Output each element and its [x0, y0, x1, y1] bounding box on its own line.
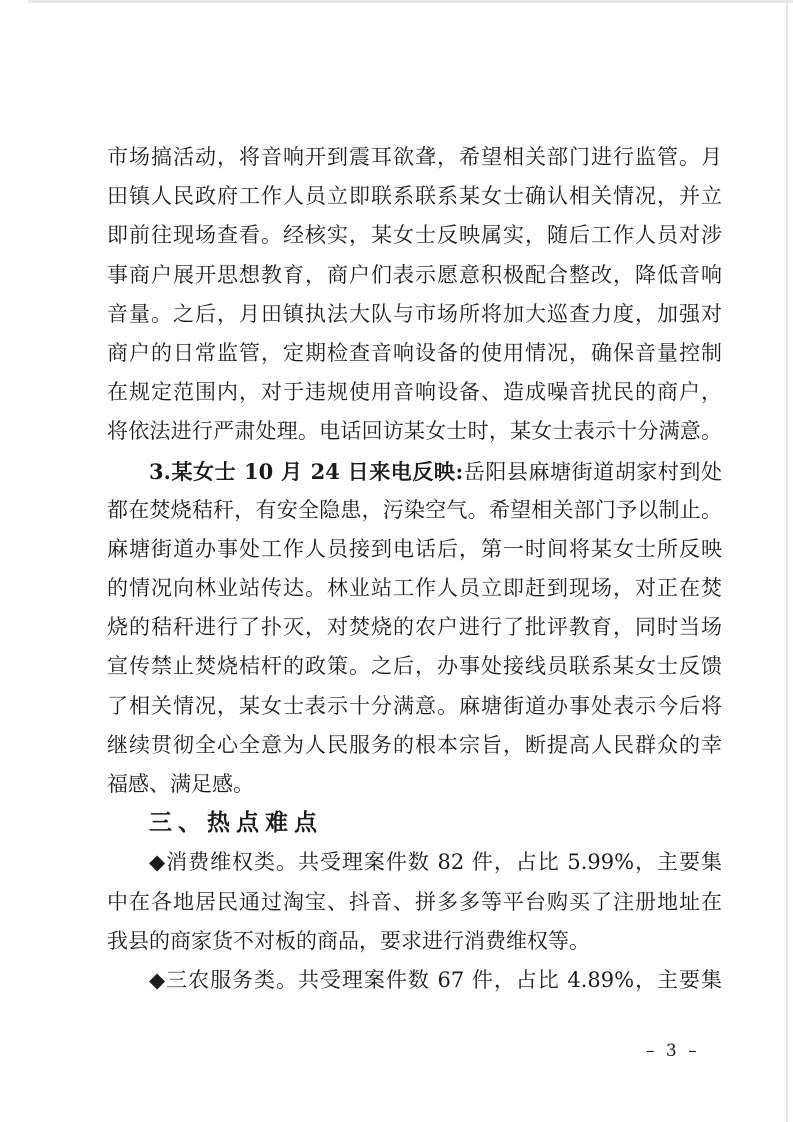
text-line: 的情况向林业站传达。林业站工作人员立即赶到现场，对正在焚 [107, 576, 722, 601]
section-heading: 三、热点难点 [149, 810, 323, 837]
text-line: 都在焚烧秸秆，有安全隐患，污染空气。希望相关部门予以制止。 [107, 497, 722, 522]
scan-edge-top [28, 0, 793, 3]
text-line: 了相关情况，某女士表示十分满意。麻塘街道办事处表示今后将 [107, 693, 722, 718]
text-line: 中在各地居民通过淘宝、抖音、拼多多等平台购买了注册地址在 [107, 889, 722, 914]
text-line [107, 452, 722, 491]
text-line: 烧的秸秆进行了扑灭，对焚烧的农户进行了批评教育，同时当场 [107, 615, 722, 640]
text-run: 岳阳县麻塘街道胡家村到处 [463, 459, 722, 484]
text-line: ◆消费维权类。共受理案件数 82 件，占比 5.99%，主要集 [149, 850, 722, 875]
document-body [107, 138, 722, 1000]
text-line: 麻塘街道办事处工作人员接到电话后，第一时间将某女士所反映 [107, 536, 722, 561]
scan-edge-right [786, 0, 788, 1122]
text-line: 宣传禁止焚烧桔杆的政策。之后，办事处接线员联系某女士反馈 [107, 654, 722, 679]
text-line: 即前往现场查看。经核实，某女士反映属实，随后工作人员对涉 [107, 223, 722, 248]
text-line: 将依法进行严肃处理。电话回访某女士时，某女士表示十分满意。 [107, 419, 722, 444]
text-line: 在规定范围内，对于违规使用音响设备、造成噪音扰民的商户， [107, 380, 722, 405]
text-line: 商户的日常监管，定期检查音响设备的使用情况，确保音量控制 [107, 340, 722, 365]
text-line: 田镇人民政府工作人员立即联系联系某女士确认相关情况，并立 [107, 184, 722, 209]
page-number: – 3 – [646, 1041, 700, 1061]
bold-run: 3.某女士 10 月 24 日来电反映: [149, 458, 464, 484]
text-line: 音量。之后，月田镇执法大队与市场所将加大巡查力度，加强对 [107, 301, 722, 326]
text-line: ◆三农服务类。共受理案件数 67 件，占比 4.89%，主要集 [149, 967, 722, 992]
text-line: 事商户展开思想教育，商户们表示愿意积极配合整改，降低音响 [107, 262, 722, 287]
text-line: 我县的商家货不对板的商品，要求进行消费维权等。 [107, 928, 590, 953]
text-line: 福感、满足感。 [107, 772, 254, 796]
text-line: 市场搞活动，将音响开到震耳欲聋，希望相关部门进行监管。月 [107, 145, 722, 169]
text-line: 继续贯彻全心全意为人民服务的根本宗旨，断提高人民群众的幸 [107, 732, 722, 757]
